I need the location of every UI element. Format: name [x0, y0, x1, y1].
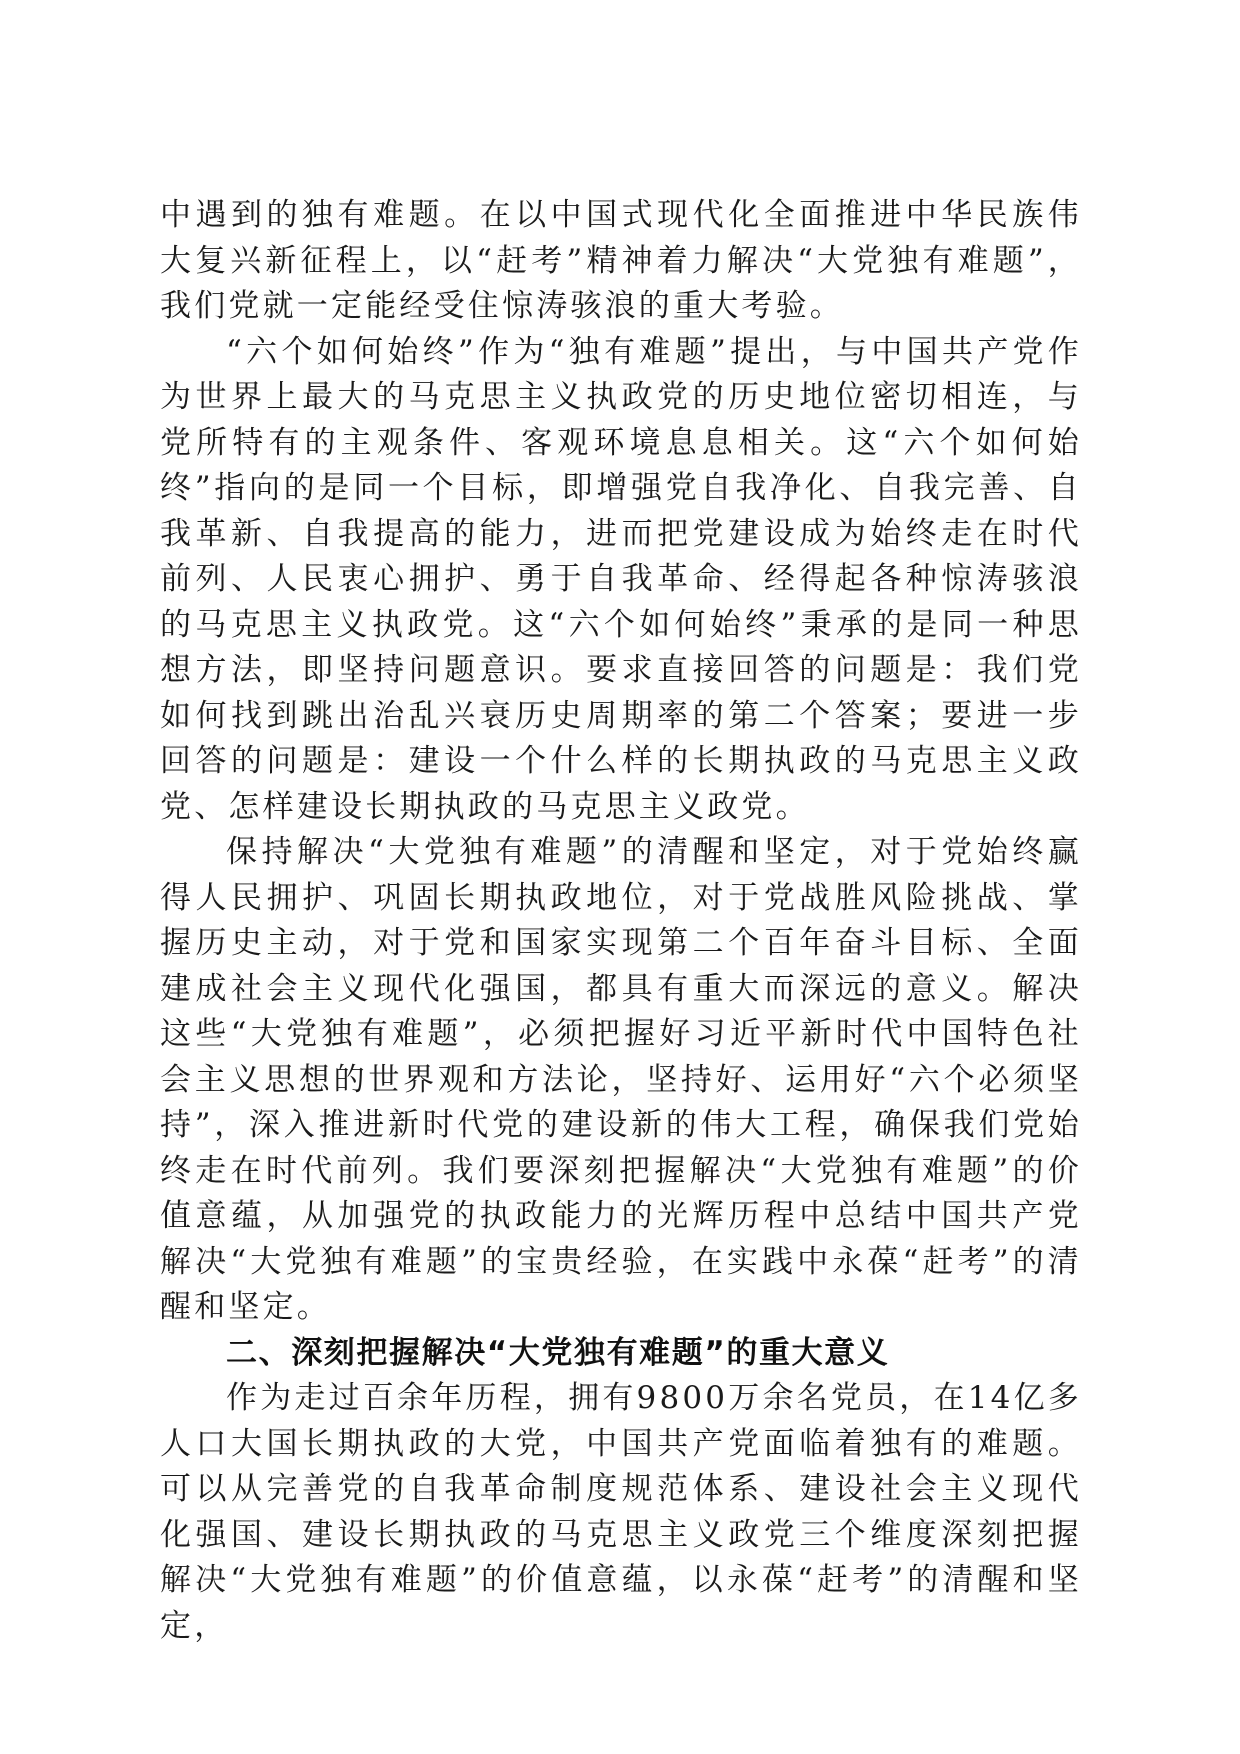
- paragraph-after-heading: 作为走过百余年历程，拥有9800万余名党员，在14亿多人口大国长期执政的大党，中国共产党面临着独有的难题。可以从完善党的自我革命制度规范体系、建设社会主义现代化强国、建设长期执政的马克思主义政党三个维度深刻把握解决“大党独有难题”的价值意蕴，以永葆“赶考”的清醒和坚定，: [160, 1380, 1082, 1644]
- paragraph-six-questions: “六个如何始终”作为“独有难题”提出，与中国共产党作为世界上最大的马克思主义执政党的历史地位密切相连，与党所特有的主观条件、客观环境息息相关。这“六个如何始终”指向的是同一个目标，即增强党自我净化、自我完善、自我革新、自我提高的能力，进而把党建设成为始终走在时代前列、人民衷心拥护、勇于自我革命、经得起各种惊涛骇浪的马克思主义执政党。这“六个如何始终”秉承的是同一种思想方法，即坚持问题意识。要求直接回答的问题是：我们党如何找到跳出治乱兴衰历史周期率的第二个答案；要进一步回答的问题是：建设一个什么样的长期执政的马克思主义政党、怎样建设长期执政的马克思主义政党。: [160, 333, 1082, 825]
- paragraph-significance: 保持解决“大党独有难题”的清醒和坚定，对于党始终赢得人民拥护、巩固长期执政地位，对于党战胜风险挑战、掌握历史主动，对于党和国家实现第二个百年奋斗目标、全面建成社会主义现代化强国，都具有重大而深远的意义。解决这些“大党独有难题”，必须把握好习近平新时代中国特色社会主义思想的世界观和方法论，坚持好、运用好“六个必须坚持”，深入推进新时代党的建设新的伟大工程，确保我们党始终走在时代前列。我们要深刻把握解决“大党独有难题”的价值意蕴，从加强党的执政能力的光辉历程中总结中国共产党解决“大党独有难题”的宝贵经验，在实践中永葆“赶考”的清醒和坚定。: [160, 834, 1082, 1325]
- document-body: [160, 193, 1082, 1649]
- section-heading: 二、深刻把握解决“大党独有难题”的重大意义: [226, 1334, 890, 1371]
- paragraph-continuation: 中遇到的独有难题。在以中国式现代化全面推进中华民族伟大复兴新征程上，以“赶考”精神着力解决“大党独有难题”，我们党就一定能经受住惊涛骇浪的重大考验。: [160, 197, 1082, 324]
